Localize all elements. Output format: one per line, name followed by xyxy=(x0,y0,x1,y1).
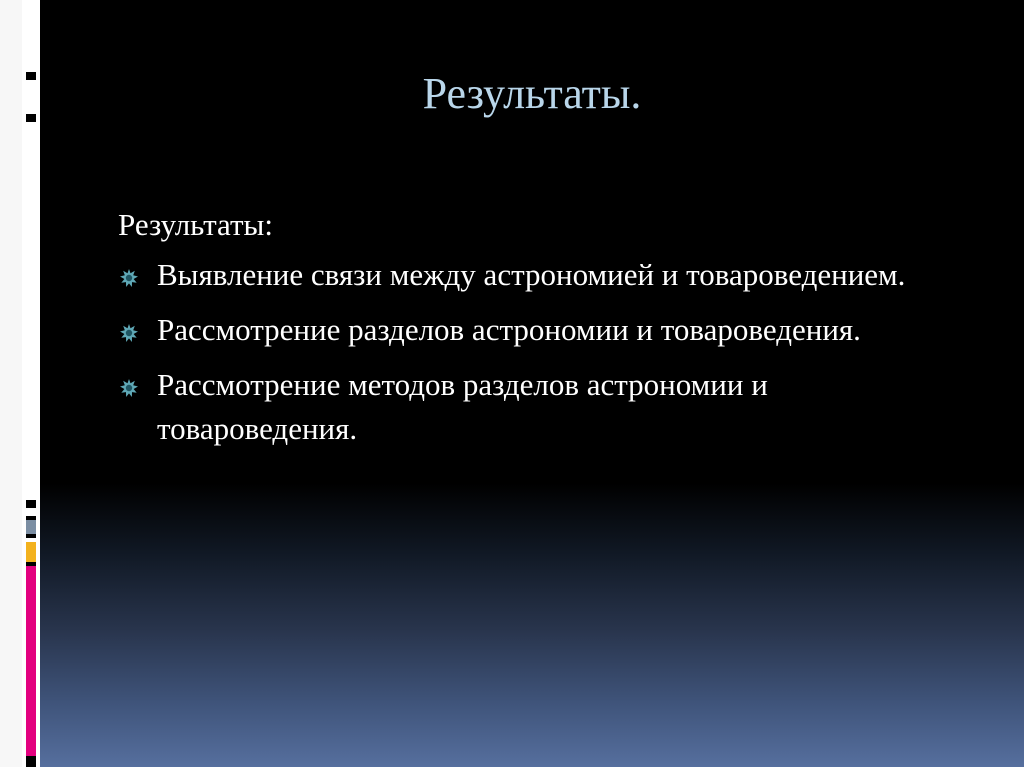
teal-starburst-icon xyxy=(120,324,138,342)
white-accent-bar-2 xyxy=(26,80,36,114)
decorative-accent-bars xyxy=(26,0,36,767)
bullet-item-1 xyxy=(118,253,968,297)
teal-starburst-icon xyxy=(120,379,138,397)
bullet-text-1: Выявление связи между астрономией и товароведением. xyxy=(157,257,906,292)
results-lead: Результаты: xyxy=(118,207,273,242)
bullet-text-2: Рассмотрение разделов астрономии и товароведения. xyxy=(157,312,861,347)
white-accent-bar-3 xyxy=(26,122,36,500)
magenta-accent-bar xyxy=(26,566,36,756)
slide-content xyxy=(118,203,968,462)
bullet-item-3 xyxy=(118,363,968,451)
bullet-item-2 xyxy=(118,308,968,352)
slide-title: Результаты. xyxy=(422,69,642,118)
white-accent-bar-1 xyxy=(26,0,36,72)
white-accent-bar-4 xyxy=(26,508,36,516)
yellow-accent-bar xyxy=(26,542,36,562)
bullet-text-3: Рассмотрение методов разделов астрономии и товароведения. xyxy=(157,367,768,446)
left-margin-strip xyxy=(0,0,22,767)
teal-starburst-icon xyxy=(120,269,138,287)
gray-blue-accent-bar xyxy=(26,520,36,534)
